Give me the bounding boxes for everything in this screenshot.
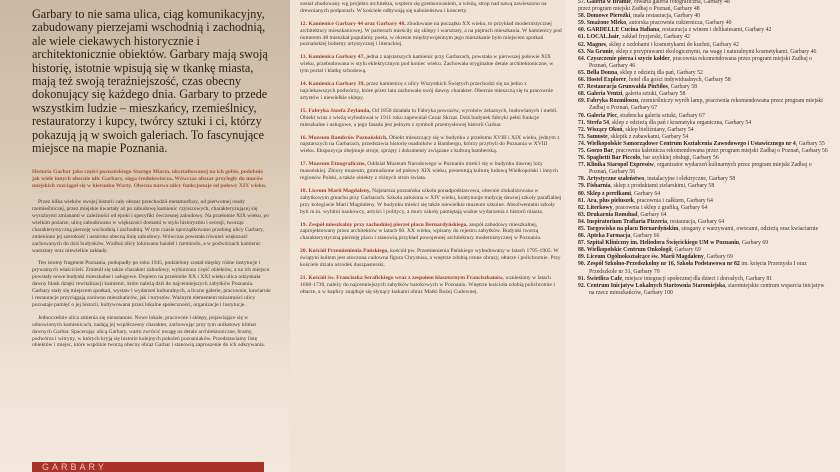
place-list-item bbox=[578, 247, 828, 254]
place-list-item bbox=[578, 276, 828, 283]
place-description: , pracownia i sklep z grafiką, Garbary 64 bbox=[612, 204, 708, 211]
place-list-item bbox=[578, 240, 828, 247]
place-number: 62. bbox=[578, 41, 586, 48]
landmark-entry-text: zespół zabudowy mieszkalnej, zaprojektowany przez architektów w latach 60. XX wieku, wpisany do rejestru zabytków. Budynki tworzą charakterystyczną pierzeję placu i stanowią przykład powojennej architektury modernistycznej w Poznaniu. bbox=[300, 221, 542, 242]
history-paragraph: Jednocześnie ulica zmienia się nieustannie. Nowe lokale, pracownie i sklepy, pojawiające się w odnowionych kamienicach, nadają jej współczesny charakter, zachowując przy tym unikatowy klimat dawnych Garbar. Spacerując ulicą Garbary, warto zwrócić uwagę na detale architektoniczne, bramy, podwórza i witryny, w których kryją się historie kolejnych pokoleń poznaniaków. Przedstawiamy listę obiektów i miejsc, które wspólnie tworzą obecny obraz Garbar i stanowią zaproszenie do ich odkrywania. bbox=[32, 314, 266, 349]
place-name: Wielkopolskie Centrum Onkologii bbox=[586, 247, 672, 254]
place-name: Literkowy bbox=[586, 204, 613, 211]
landmark-entry bbox=[300, 188, 562, 216]
place-description: , staromiejskie centrum wsparcia inicjatyw na rzecz mieszkańców, Garbary 100 bbox=[589, 282, 825, 296]
landmark-entry bbox=[300, 275, 562, 296]
place-description: , mała restauracja, Garbary 40 bbox=[630, 13, 701, 20]
place-description: , studencka galeria sztuki, Garbary 67 bbox=[617, 112, 705, 119]
place-name: Apteka Farmacja bbox=[586, 233, 631, 240]
place-description: , restauracja z winem i delikatesami, Garbary 42 bbox=[659, 27, 772, 34]
place-description: , Garbary 69 bbox=[703, 254, 733, 261]
place-list-item bbox=[578, 120, 828, 127]
landmark-entry-title: 12. Kamienice Garbary 44 oraz Garbary 48, bbox=[300, 20, 406, 27]
place-number: 83. bbox=[578, 211, 586, 218]
place-description: , sklep z odzieżą dla pań i kosmetyka organiczna, Garbary 54 bbox=[608, 119, 752, 126]
place-list-item bbox=[578, 34, 828, 41]
place-number: 82. bbox=[578, 204, 586, 211]
footer-banner-label: GARBARY bbox=[42, 462, 107, 472]
place-number: 89. bbox=[578, 254, 586, 261]
place-description: , pracownia rekomendowana przez program miejski Zadbaj o Poznań, Garbary 46 bbox=[589, 55, 813, 69]
landmark-entry bbox=[300, 21, 562, 49]
place-name: Klinika Staropol Expresów bbox=[586, 162, 654, 169]
intro-text: Garbary to nie sama ulica, ciąg komunikacyjny, zabudowany pierzejami wschodnią i zachodnią, ale wiele ciekawych historycznie i architektonicznie obiektów. Garbary mają swoją historię, istotnie wpisują się w tkankę miasta, mają też swoją teraźniejszość, czas obecny dokonujący się każdego dnia. Garbary to przede wszystkim ludzie – mieszkańcy, rzemieślnicy, restauratorzy i kupcy, twórcy sztuki i ci, którzy pokazują ją w swoich galeriach. To fascynujące miejsce na mapie Poznania. bbox=[32, 7, 268, 156]
place-description: , sklepik z zabawkami, Garbary 54 bbox=[607, 133, 689, 140]
place-name: Artystyczne szaleństwo bbox=[586, 176, 645, 183]
place-name: Smażone Mleko bbox=[586, 20, 627, 27]
landmark-entry bbox=[300, 54, 562, 75]
place-name: Hostel Explorer bbox=[586, 77, 627, 84]
place-description: , Garbary 69 bbox=[739, 240, 769, 247]
places-list bbox=[578, 0, 828, 297]
place-list-item bbox=[578, 226, 828, 233]
landmark-entry-title: 21. Kościół św. Franciszka Serafickiego wraz z zespołem klasztornym Franciszkanów, bbox=[300, 275, 504, 281]
footer-banner bbox=[32, 462, 264, 472]
place-list-item bbox=[578, 191, 828, 198]
place-number: 74. bbox=[578, 140, 586, 147]
place-number: 87. bbox=[578, 240, 586, 247]
landmark-entry bbox=[300, 222, 562, 243]
place-number: 88. bbox=[578, 247, 586, 254]
place-description: przez program miejski Zadbaj o Poznań, Garbary 48 bbox=[578, 6, 700, 13]
place-description: , sklep z ozdobami i kosmetykami do kuchni, Garbary 42 bbox=[606, 41, 739, 48]
place-name: Wielkopolskie Samorządowe Centrum Kształcenia Zawodowego i Ustawicznego nr 4 bbox=[586, 140, 796, 147]
place-name: Galeria w Bramie bbox=[586, 0, 631, 5]
place-list-item bbox=[578, 42, 828, 49]
place-list-item bbox=[578, 98, 828, 112]
place-list-item bbox=[578, 205, 828, 212]
place-number: 57. bbox=[578, 0, 586, 5]
place-list-item bbox=[578, 176, 828, 183]
landmark-entry-title: 17. Muzeum Etnograficzne, bbox=[300, 161, 366, 168]
place-description: , stragany z warzywami, owocami, odzieżą oraz kwiaciarnie bbox=[678, 226, 819, 232]
place-name: Szpital Kliniczny im. Heliodora Święcickiego UM w Poznaniu bbox=[586, 240, 740, 247]
place-list-item bbox=[578, 261, 828, 275]
place-description: , sklep z produktami zielarskimi, Garbary 58 bbox=[610, 183, 715, 190]
landmark-entry-text: kościół pw. Przemienienia Pańskiego wybudowany w latach 1795-1905. W świątyni kultem jest otoczona cudowna figura Chrystusa, a wnętrze zdobią cenne obrazy, ołtarze i polichromie. Przy kościele działa ośrodek duszpasterski. bbox=[300, 248, 561, 269]
place-number: 70. bbox=[578, 112, 586, 119]
landmark-entry-text: wzniesiony w latach 1668-1730, należy do najcenniejszych zabytków barokowych w Poznaniu. Wnętrze kościoła zdobią polichromie i ołtarze, a w kaplicy znajduje się słynący łaskami obraz Matki Bożej Cudownej. bbox=[300, 275, 555, 295]
place-name: Galeria Piec bbox=[586, 112, 618, 119]
place-number: 80. bbox=[578, 190, 586, 197]
place-list-item bbox=[578, 6, 828, 13]
landmark-entry-text: Najstarsza poznańska szkoła ponadpodstawowa, obecnie zlokalizowana w zabytkowym gmachu przy Garbarach. Szkoła założona w XIV wieku, kontynuuje tradycję dawnej szkoły parafialnej przy kolegiacie Marii Magdaleny. W budynku mieści się także niewielkie muzeum szkolne. Absolwentami szkoły byli m.in. wybitni naukowcy, artyści i politycy, a mury szkoły pamiętają ważne wydarzenia z historii miasta. bbox=[300, 187, 562, 215]
place-list-item bbox=[578, 77, 828, 84]
left-column bbox=[32, 0, 272, 355]
place-number: 60. bbox=[578, 27, 586, 34]
place-number: 90. bbox=[578, 261, 586, 268]
place-name: Sklep z perełkami bbox=[586, 190, 632, 197]
place-description: , sklep z przyprawami ekologicznymi, na wagę i naturalnymi kosmetykami, Garbary 46 bbox=[612, 48, 817, 55]
landmark-entry bbox=[300, 135, 562, 156]
place-number: 67. bbox=[578, 84, 586, 91]
landmark-entry-title: 13. Kamienica Garbary 47, bbox=[300, 54, 365, 61]
place-list-item bbox=[578, 134, 828, 141]
history-subtitle: Historia Garbar jako części poznańskiego Starego Miasta, ukształtowanej na ich gobie, podobnie jak wiele innych obecnie ulic Garbary, sięga średniowiecza. Wówczas obszar przyległy do murów miejskich rozciągał się w kierunku Warty. Obecna nazwa ulicy funkcjonuje od połowy XIX wieku. bbox=[32, 169, 267, 190]
place-name: Gorzo Bar bbox=[586, 147, 613, 154]
place-name: Ara, plus pieluszek bbox=[586, 197, 634, 204]
place-name: Inspiratorium Trafiaria Pizzeria bbox=[586, 218, 667, 225]
landmark-entry-title: 19. Zespół mieszkalny przy zachodniej pierzei placu Bernardyńskiego, bbox=[300, 221, 468, 228]
place-name: Świetlica Cafe bbox=[586, 275, 622, 282]
place-number: 79. bbox=[578, 183, 586, 190]
place-list-item bbox=[578, 155, 828, 162]
place-description: , zakład fryzjerski, Garbary 42 bbox=[619, 34, 690, 41]
place-number: 85. bbox=[578, 226, 586, 232]
place-description: , hotel dla gości indywidualnych, Garbary 58 bbox=[626, 77, 731, 84]
place-name: Targowisko na placu Bernardyńskim bbox=[586, 226, 679, 232]
place-name: Spaghetti Bar Piccolo bbox=[586, 155, 641, 162]
place-description: , rzemieślniczy wyrób lamp, pracownia rekomendowana przez program miejski Zadbaj o Poznań, Garbary 67 bbox=[589, 98, 823, 112]
place-number: 91. bbox=[578, 275, 586, 282]
landmark-entry-text: został zbudowany wg projektu architekta, wspiera się gzemsowaniem, a wieżą, strop nad nawą zawieszono na drewnianych podporach. W kościele odbywają się nabożeństwa i koncerty. bbox=[300, 0, 547, 14]
place-list-item bbox=[578, 13, 828, 20]
place-number: 58. bbox=[578, 13, 586, 20]
place-number: 73. bbox=[578, 133, 586, 140]
place-list-item bbox=[578, 198, 828, 205]
place-number: 78. bbox=[578, 176, 586, 183]
place-number: 92. bbox=[578, 282, 586, 289]
place-description: , pracownia kaletnicza rekomendowana przez program miejski Zadbaj o Poznań, Garbary 56 bbox=[612, 147, 828, 154]
place-number: 68. bbox=[578, 91, 586, 98]
place-number: 71. bbox=[578, 119, 586, 126]
place-description: , sklep bieliźniany, Garbary 54 bbox=[622, 126, 694, 133]
place-description: im. księcia Przemysła I oraz Przedszkole nr 31, Garbary 79 bbox=[589, 261, 807, 275]
landmark-entry-title: 14. Kamienica Garbary 39, bbox=[300, 81, 365, 88]
place-number: 76. bbox=[578, 155, 586, 162]
place-list-item bbox=[578, 183, 828, 190]
place-name: Fabryka Rozmiloszu bbox=[586, 98, 639, 105]
place-number: 77. bbox=[578, 162, 586, 169]
place-name: Wiszący Okoń bbox=[586, 126, 623, 133]
place-description: , organizator wydarzeń kulinarnych przez program miejski Zadbaj o Poznań, Garbary 56 bbox=[589, 162, 812, 176]
place-name: GARDELLE Cucina Italiana bbox=[586, 27, 660, 34]
place-name: Domowe Pierożki bbox=[586, 13, 631, 20]
place-name: Samuste bbox=[586, 133, 608, 140]
landmark-entry-title: 18. Liceum Marii Magdaleny, bbox=[300, 187, 371, 194]
place-name: Fisharnia bbox=[586, 183, 611, 190]
history-body bbox=[32, 199, 272, 349]
landmark-entry bbox=[300, 161, 562, 182]
place-list-item bbox=[578, 254, 828, 261]
place-description: , otwarta galeria fotograficzna, Garbary 48 bbox=[630, 0, 730, 5]
place-number: 84. bbox=[578, 218, 586, 225]
place-description: , Garbary 64 bbox=[637, 211, 667, 218]
landmark-entry bbox=[300, 0, 562, 15]
place-list-item bbox=[578, 49, 828, 56]
place-number: 81. bbox=[578, 197, 586, 204]
place-description: , Garbary 66 bbox=[630, 233, 660, 240]
landmark-entry-text: Oddział Muzeum Narodowego w Poznaniu mieści się w budynku dawnej loży masońskiej. Zbiory muzeum, gromadzone od połowy XIX wieku, prezentują kulturę ludową Wielkopolski i innych regionów Polski, a także obiekty z różnych stron świata. bbox=[300, 161, 558, 182]
middle-column bbox=[300, 0, 562, 302]
history-paragraph: Ten istotny fragment Poznania, podupadły po roku 1945, podzielony został między różne instytucje i prywatnych właścicieli. Zmienił się także charakter zabudowy, wyburzono część obiektów, a na ich miejscu powstały nowe budynki mieszkalne i usługowe. Dopiero na przełomie XX i XXI wieku ulica odzyskała dawny blask dzięki rewitalizacji kamienic, które należą dziś do najcenniejszych zabytków Poznania. Garbary stały się miejscem spotkań, wystaw i wydarzeń kulturalnych, a liczne galerie, pracownie, kawiarnie i restauracje przyciągają zarówno mieszkańców, jak i turystów. Ważnym elementem tożsamości ulicy pozostaje pamięć o jej historii, kultywowana przez lokalne społeczności, organizacje i instytucje. bbox=[32, 260, 271, 308]
place-name: Czyszczenie pierza i szycie kołder bbox=[586, 55, 670, 62]
place-list-item bbox=[578, 113, 828, 120]
place-number: 63. bbox=[578, 48, 586, 55]
place-name: Liceum Ogólnokształcące św. Marii Magdaleny bbox=[586, 254, 704, 261]
place-number: 59. bbox=[578, 20, 586, 27]
place-number: 69. bbox=[578, 98, 586, 105]
place-list-item bbox=[578, 56, 828, 70]
place-description: , restauracja, Garbary 64 bbox=[667, 218, 725, 225]
place-description: , miejsce integracji społecznej dla dzieci i dorosłych, Garbary 81 bbox=[621, 275, 773, 282]
place-number: 72. bbox=[578, 126, 586, 133]
place-list-item bbox=[578, 91, 828, 98]
landmark-entry bbox=[300, 108, 562, 129]
place-name: Drukarnia Romdual bbox=[586, 211, 638, 218]
place-name: Galeria Ventzi bbox=[586, 91, 623, 98]
history-paragraph: Przez kilka wieków swojej historii cały obszar przechodził metamorfozy, od pierwotnej osady rzemieślniczej, przez miejskie kwartały aż po zabudowę kamienic czynszowych, charakteryzującej się wyraźnymi zmianami w zależności od epoki i specyfiki ówczesnej zabudowy. Na przełomie XIX wieku, po wielkim pożarze, ulicę zabudowano w większości domami w stylu historyzmu i secesji, tworząc charakterystyczną pierzeję wschodnią i zachodnią. W tym czasie uporządkowano przebieg ulicy Garbary, zmieniono jej szerokość i ustalono obecną linię zabudowy. Wówczas powstała również większość zachowanych do dziś budynków. Wzdłuż ulicy lokowano handel i rzemiosło, a w podwórzach kamienic warsztaty oraz niewielkie zakłady. bbox=[32, 199, 269, 254]
landmark-entry-text: Obiekt mieszczący się w budynku z przełomu XVIII i XIX wieku, jednym z najstarszych na Garbarach, przedstawia historię osadników z Bambergu, którzy przybyli do Poznania w XVIII wieku. Ekspozycja obejmuje stroje, sprzęty i dokumenty związane z kulturą bamberską. bbox=[300, 134, 560, 155]
place-list-item bbox=[578, 212, 828, 219]
place-list-item bbox=[578, 162, 828, 176]
landmark-entry-title: 20. Kościół Przemienienia Pańskiego, bbox=[300, 248, 389, 255]
place-description: , Garbary 55 bbox=[795, 140, 825, 147]
landmark-entry bbox=[300, 248, 562, 269]
place-description: , autorska pracownia cukiernicza, Garbary 40 bbox=[626, 20, 732, 27]
place-number: 75. bbox=[578, 147, 586, 154]
place-name: Bella Donna bbox=[586, 69, 618, 76]
place-list-item bbox=[578, 127, 828, 134]
place-list-item bbox=[578, 219, 828, 226]
place-list-item bbox=[578, 283, 828, 297]
landmark-entry bbox=[300, 81, 562, 102]
landmark-entry-text: przez kamienicę z ulicy Wszystkich Świętych przechodzi się na jedno z najciekawszych podwórzy, które przez lata zachowało swój dawny charakter. Obecnie mieszczą się tu pracownie artystów i niewielkie sklepy. bbox=[300, 81, 553, 101]
place-description: , Garbary 69 bbox=[671, 247, 701, 254]
place-name: Restauracja Grunwalda PinSilos bbox=[586, 84, 668, 91]
place-name: Zespół Szkolno-Przedszkolny nr 16, Szkoła Podstawowa nr 82 bbox=[586, 261, 740, 268]
place-name: Magnes bbox=[586, 41, 607, 48]
place-number: 61. bbox=[578, 34, 586, 41]
place-description: , Garbary 58 bbox=[667, 84, 698, 91]
place-number: 64. bbox=[578, 55, 586, 62]
place-name: LOCAL.hair bbox=[586, 34, 620, 41]
place-description: , instalacyjne i elektryczne, Garbary 58 bbox=[644, 176, 736, 183]
place-list-item bbox=[578, 70, 828, 77]
place-list-item bbox=[578, 84, 828, 91]
place-description: , pracownia i całkiem, Garbary 64 bbox=[633, 197, 713, 204]
place-description: , bar szybkiej obsługi, Garbary 56 bbox=[640, 155, 719, 162]
place-description: , Garbary 64 bbox=[631, 190, 661, 197]
place-list-item bbox=[578, 148, 828, 155]
place-list-item bbox=[578, 141, 828, 148]
place-number: 66. bbox=[578, 77, 586, 84]
place-name: Na Grunie bbox=[586, 48, 613, 55]
landmark-entry-text: zbudowane na początku XX wieku, to przykład modernistycznej architektury mieszkaniowej. W parterach mieściły się sklepy i warsztaty, a na piętrach mieszkania. W kamienicy pod numerem 48 mieszkał popularny poeta, w okresie międzywojennym jego mieszkanie było miejscem spotkań poznańskiej bohemy artystycznej i literackiej. bbox=[300, 20, 562, 48]
landmark-entry-text: Od 1850 działała tu Fabryka powozów, wyrobów żelaznych, budowlanych i mebli. Obiekt wraz z wieżą wybudował w 1911 roku zapewniał Cezar Skrzat. Dziś budynek fabryki pełni funkcje mieszkalne i usługowe, a jego fasada jest jednym z symboli przemysłowej historii Garbar. bbox=[300, 107, 558, 128]
landmark-entry-title: 15. Fabryka Józefa Zeylanda, bbox=[300, 107, 371, 114]
place-description: , galeria sztuki, Garbary 58 bbox=[622, 91, 686, 98]
landmark-entries bbox=[300, 0, 562, 296]
place-description: , sklep z odzieżą dla pań, Garbary 52 bbox=[617, 69, 703, 76]
place-number: 65. bbox=[578, 69, 586, 76]
landmark-entry-title: 16. Muzeum Bambrów Poznańskich, bbox=[300, 134, 388, 141]
place-name: Strefa 54 bbox=[586, 119, 609, 126]
landmark-entry-text: jedna z najstarszych kamienic przy Garbarach, powstała w pierwszej połowie XIX wieku, przebudowana w stylu eklektycznym pod koniec wieku. Zachowała oryginalne detale architektoniczne, w tym portal i klatkę schodową. bbox=[300, 54, 554, 75]
place-number: 86. bbox=[578, 233, 586, 240]
place-name: Centrum Inicjatyw Lokalnych Startownia Staromiejska bbox=[586, 282, 726, 289]
place-list-item bbox=[578, 20, 828, 27]
right-column bbox=[578, 0, 828, 297]
